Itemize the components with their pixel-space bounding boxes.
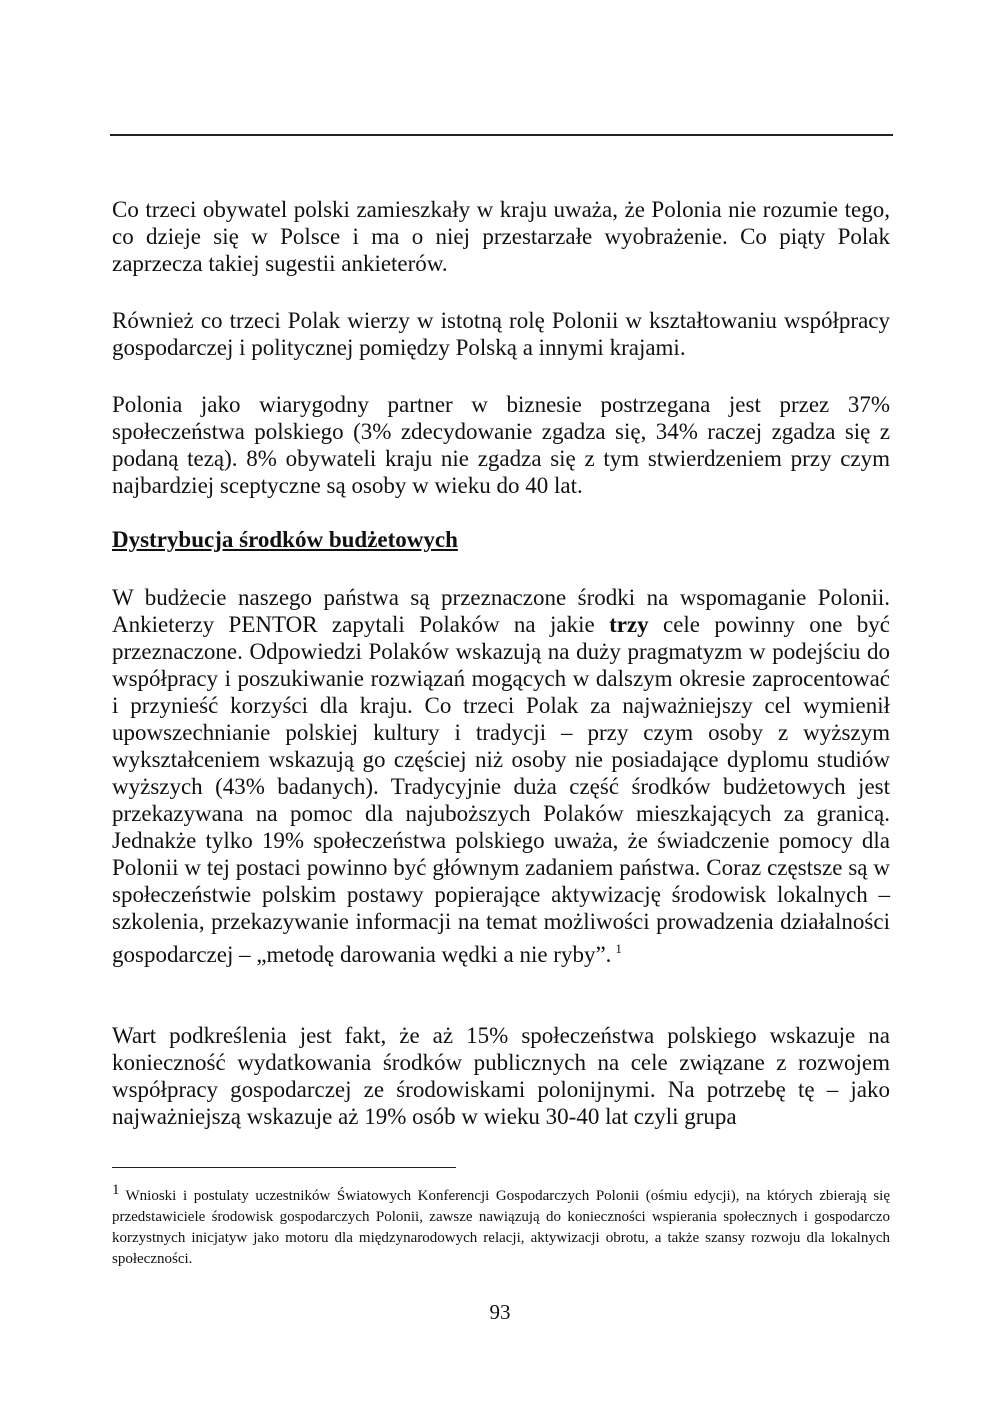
footnote-text: Wnioski i postulaty uczestników Światowych Konferencji Gospodarczych Polonii (ośmiu edycji), na których zbierają się przedstawiciele środowisk gospodarczych Polonii, zawsze nawiązują do konieczności wspierania społecznych i gospodarczo korzystnych inicjatyw jako motoru dla międzynarodowych relacji, aktywizacji obrotu, a także szansy rozwoju dla lokalnych społeczności. <box>112 1188 890 1267</box>
footnote-separator <box>112 1167 456 1168</box>
footnote-reference[interactable]: 1 <box>615 941 622 956</box>
emphasis-trzy: trzy <box>609 612 649 637</box>
section-heading: Dystrybucja środków budżetowych <box>112 527 458 552</box>
paragraph-budget-part2: cele powinny one być przeznaczone. Odpowiedzi Polaków wskazują na duży pragmatyzm w podejściu do współpracy i poszukiwanie rozwiązań mogących w dalszym okresie zaprocentować i przynieść korzyści dla kraju. Co trzeci Polak za najważniejszy cel wymienił upowszechnianie polskiej kultury i tradycji – przy czym osoby z wyższym wykształceniem wskazują go częściej niż osoby nie posiadające dyplomu studiów wyższych (43% badanych). Tradycyjnie duża część środków budżetowych jest przekazywana na pomoc dla najuboższych Polaków mieszkających za granicą. Jednakże tylko 19% społeczeństwa polskiego uważa, że świadczenie pomocy dla Polonii w tej postaci powinno być głównym zadaniem państwa. Coraz częstsze są w społeczeństwie polskim postawy popierające aktywizację środowisk lokalnych – szkolenia, przekazywanie informacji na temat możliwości prowadzenia działalności gospodarczej – „metodę darowania wędki a nie ryby”. <box>112 612 890 967</box>
footnote <box>112 1180 890 1270</box>
paragraph-closing: Wart podkreślenia jest fakt, że aż 15% społeczeństwa polskiego wskazuje na konieczność wydatkowania środków publicznych na cele związane z rozwojem współpracy gospodarczej ze środowiskami polonijnymi. Na potrzebę tę – jako najważniejszą wskazuje aż 19% osób w wieku 30-40 lat czyli grupa <box>112 1023 890 1129</box>
paragraph-2: Również co trzeci Polak wierzy w istotną rolę Polonii w kształtowaniu współpracy gospodarczej i politycznej pomiędzy Polską a innymi krajami. <box>112 308 890 360</box>
header-rule <box>110 134 893 136</box>
paragraph-budget <box>112 584 890 968</box>
page-number: 93 <box>489 1300 511 1324</box>
paragraph-budget-part1: W budżecie naszego państwa są przeznaczone środki na wspomaganie Polonii. Ankieterzy PENTOR zapytali Polaków na jakie <box>112 585 890 637</box>
paragraph-1: Co trzeci obywatel polski zamieszkały w kraju uważa, że Polonia nie rozumie tego, co dzieje się w Polsce i ma o niej przestarzałe wyobrażenie. Co piąty Polak zaprzecza takiej sugestii ankieterów. <box>112 197 890 276</box>
paragraph-3: Polonia jako wiarygodny partner w biznesie postrzegana jest przez 37% społeczeństwa polskiego (3% zdecydowanie zgadza się, 34% raczej zgadza się z podaną tezą). 8% obywateli kraju nie zgadza się z tym stwierdzeniem przy czym najbardziej sceptyczne są osoby w wieku do 40 lat. <box>112 392 890 498</box>
footnote-number: 1 <box>112 1182 120 1198</box>
